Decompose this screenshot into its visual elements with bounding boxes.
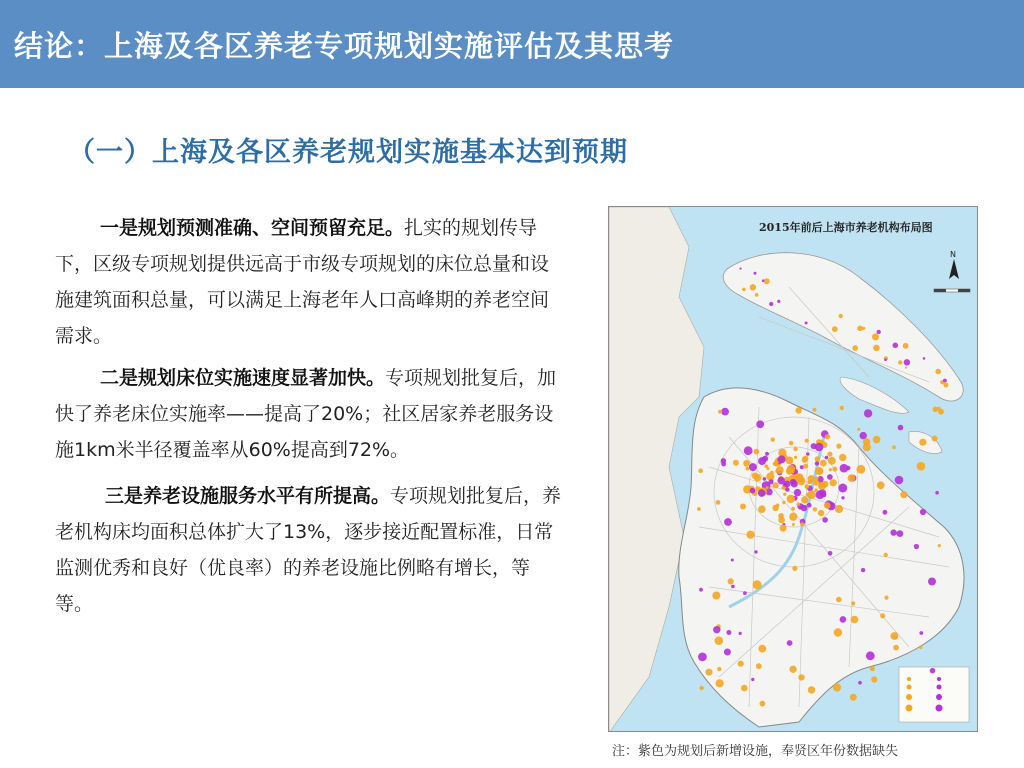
facility-dot: [746, 531, 754, 539]
facility-dot: [840, 406, 844, 410]
facility-dot: [943, 383, 948, 388]
facility-dot: [904, 359, 910, 365]
facility-dot: [839, 314, 843, 318]
paragraph-1: [55, 210, 565, 354]
facility-dot: [791, 507, 795, 511]
facility-dot: [778, 513, 784, 519]
facility-dot: [880, 613, 885, 618]
facility-dot: [750, 488, 756, 494]
facility-dot: [754, 272, 757, 275]
facility-dot: [760, 701, 766, 707]
facility-dot: [801, 505, 808, 512]
paragraph-3-lead: 三是养老设施服务水平有所提高。: [105, 485, 391, 507]
facility-dot: [819, 489, 827, 497]
facility-dot: [932, 436, 938, 442]
facility-dot: [721, 408, 729, 416]
facility-dot: [857, 465, 866, 474]
facility-dot: [787, 640, 793, 646]
facility-dot: [721, 462, 726, 467]
facility-dot: [713, 626, 720, 633]
facility-dot: [731, 559, 734, 562]
facility-dot: [699, 588, 703, 592]
facility-dot: [803, 464, 808, 469]
facility-dot: [716, 679, 724, 687]
paragraph-2: [55, 360, 565, 468]
facility-dot: [903, 343, 909, 349]
facility-dot: [726, 630, 731, 635]
facility-dot: [743, 591, 747, 595]
facility-dot: [807, 503, 812, 508]
facility-dot: [738, 661, 744, 667]
facility-dot: [743, 460, 750, 467]
facility-dot: [836, 597, 842, 603]
facility-dot: [871, 676, 877, 682]
facility-dot: [815, 467, 823, 475]
facility-dot: [900, 491, 907, 498]
facility-dot: [798, 674, 804, 680]
facility-dot: [758, 489, 766, 497]
facility-dot: [935, 369, 941, 375]
paragraph-1-lead-rest: 扎实: [404, 217, 443, 239]
facility-dot: [884, 596, 888, 600]
facility-dot: [786, 457, 794, 465]
facility-dot: [873, 436, 881, 444]
facility-dot: [752, 473, 758, 479]
facility-dot: [777, 300, 780, 303]
paragraph-3-lead-rest: 专项规: [390, 485, 448, 507]
facility-dot: [712, 592, 720, 600]
facility-dot: [839, 454, 846, 461]
facility-dot: [739, 632, 742, 635]
facility-dot: [733, 460, 739, 466]
facility-dot: [789, 666, 796, 673]
facility-dot: [785, 487, 789, 491]
facility-dot: [766, 467, 769, 470]
facility-dot: [814, 488, 818, 492]
paragraph-3: [55, 478, 565, 622]
facility-dot: [758, 505, 766, 513]
facility-dot: [863, 438, 870, 445]
facility-dot: [778, 455, 786, 463]
facility-dot: [784, 481, 791, 488]
facility-dot: [750, 284, 756, 290]
facility-dot: [815, 456, 820, 461]
facility-dot: [742, 288, 746, 292]
facility-dot: [751, 678, 754, 681]
facility-dot: [873, 345, 880, 352]
facility-dot: [890, 529, 896, 535]
facility-dot: [824, 502, 831, 509]
facility-dot: [740, 504, 746, 510]
facility-dot: [718, 410, 722, 414]
facility-dot: [833, 683, 841, 691]
facility-dot: [827, 452, 832, 457]
facility-dot: [870, 666, 875, 671]
facility-dot: [828, 457, 836, 465]
paragraph-2-body: 划批复后，加快了养老床位实施率——提高了20%；社区居家养老服务设施1km米半径覆盖率从60%提高到72%。: [55, 367, 557, 461]
facility-dot: [860, 432, 867, 439]
facility-dot: [930, 668, 936, 674]
facility-dot: [755, 293, 759, 297]
facility-dot: [835, 505, 843, 513]
facility-dot: [800, 465, 804, 469]
facility-dot: [830, 479, 837, 486]
facility-dot: [858, 681, 862, 685]
facility-dot: [894, 635, 898, 639]
facility-dot: [787, 495, 795, 503]
page-title: 结论：上海及各区养老专项规划实施评估及其思考: [14, 28, 675, 63]
facility-dot: [795, 407, 801, 413]
facility-dot: [793, 447, 797, 451]
facility-dot: [758, 457, 766, 465]
facility-dot: [850, 694, 857, 701]
facility-dot: [749, 463, 757, 471]
facility-dot: [893, 645, 899, 651]
facility-dot: [825, 456, 829, 460]
facility-dot: [895, 476, 904, 485]
facility-dot: [789, 513, 797, 521]
facility-dot: [851, 616, 859, 624]
facility-dot: [766, 486, 769, 489]
map-graphic: [609, 207, 978, 732]
facility-dot: [808, 686, 815, 693]
facility-dot: [938, 409, 944, 415]
facility-dot: [828, 551, 833, 556]
facility-dot: [898, 425, 904, 431]
facility-dot: [838, 484, 847, 493]
facility-dot: [762, 279, 765, 282]
facility-dot: [780, 525, 787, 532]
facility-dot: [813, 408, 817, 412]
facility-dot: [884, 359, 887, 362]
facility-dot: [840, 616, 847, 623]
facility-dot: [753, 580, 762, 589]
facility-dot: [797, 502, 801, 506]
facility-dot: [872, 333, 879, 340]
facility-dot: [829, 468, 832, 471]
facility-dot: [724, 649, 731, 656]
facility-dot: [805, 484, 810, 489]
facility-dot: [728, 578, 734, 584]
facility-dot: [763, 477, 767, 481]
facility-dot: [857, 428, 860, 431]
facility-dot: [861, 568, 865, 572]
facility-dot: [805, 322, 808, 325]
facility-dot: [905, 367, 907, 369]
facility-dot: [862, 327, 865, 330]
facility-dot: [877, 481, 885, 489]
facility-dot: [836, 444, 841, 449]
facility-dot: [919, 439, 926, 446]
facility-dot: [805, 439, 809, 443]
facility-dot: [715, 636, 724, 645]
facility-dot: [852, 345, 858, 351]
facility-dot: [832, 467, 837, 472]
paragraph-3-body: 划批复后，养老机构床均面积总体扩大了13%，逐步接近配置标准，日常监测优秀和良好（优良率）的养老设施比例略有增长，等等。: [55, 485, 562, 615]
facility-dot: [765, 452, 769, 456]
facility-dot: [754, 550, 757, 553]
facility-dot: [919, 646, 922, 649]
facility-dot: [851, 601, 855, 605]
facility-dot: [773, 462, 777, 466]
facility-dot: [741, 685, 748, 692]
facility-dot: [801, 496, 808, 503]
svg-text:N: N: [950, 250, 956, 259]
facility-dot: [841, 496, 844, 499]
facility-dot: [806, 452, 810, 456]
title-bar: [0, 0, 1024, 88]
paragraph-1-lead: 一是规划预测准确、空间预留充足。: [100, 217, 405, 239]
facility-dot: [943, 379, 947, 383]
facility-dot: [846, 466, 850, 470]
facility-dot: [789, 441, 794, 446]
elderly-facility-map: [608, 206, 978, 732]
facility-dot: [764, 278, 770, 284]
facility-dot: [815, 477, 819, 481]
facility-dot: [892, 445, 896, 449]
facility-dot: [724, 518, 732, 526]
facility-dot: [848, 474, 856, 482]
facility-dot: [807, 490, 816, 499]
facility-dot: [935, 491, 939, 495]
facility-dot: [813, 507, 817, 511]
facility-dot: [820, 460, 827, 467]
facility-dot: [787, 465, 795, 473]
facility-dot: [923, 357, 926, 360]
facility-dot: [746, 467, 750, 471]
facility-dot: [706, 669, 713, 676]
facility-dot: [825, 434, 830, 439]
map-title: 2015年前后上海市养老机构布局图: [759, 221, 933, 234]
map-note: 注：紫色为规划后新增设施，奉贤区年份数据缺失: [612, 744, 899, 759]
section-subtitle: （一）上海及各区养老规划实施基本达到预期: [68, 137, 628, 168]
facility-dot: [928, 578, 936, 586]
paragraph-2-lead: 二是规划床位实施速度显著加快。: [100, 367, 386, 389]
facility-dot: [756, 420, 764, 428]
facility-dot: [716, 500, 721, 505]
facility-dot: [794, 489, 801, 496]
facility-dot: [754, 449, 760, 455]
facility-dot: [919, 631, 923, 635]
facility-dot: [771, 437, 775, 441]
facility-dot: [794, 456, 797, 459]
facility-dot: [917, 462, 926, 471]
facility-dot: [776, 466, 784, 474]
facility-dot: [739, 268, 741, 270]
facility-dot: [914, 544, 919, 549]
facility-dot: [864, 409, 872, 417]
facility-dot: [809, 480, 813, 484]
facility-dot: [768, 479, 773, 484]
facility-dot: [698, 653, 707, 662]
facility-dot: [769, 302, 773, 306]
facility-dot: [832, 326, 838, 332]
facility-dot: [898, 360, 902, 364]
facility-dot: [783, 493, 786, 496]
facility-dot: [731, 585, 735, 589]
facility-dot: [744, 446, 753, 455]
facility-dot: [938, 544, 941, 547]
facility-dot: [818, 482, 826, 490]
facility-dot: [717, 667, 721, 671]
facility-dot: [877, 330, 881, 334]
facility-dot: [883, 510, 888, 515]
facility-dot: [822, 517, 828, 523]
facility-dot: [773, 482, 779, 488]
facility-dot: [791, 480, 798, 487]
facility-dot: [800, 522, 804, 526]
facility-dot: [697, 507, 701, 511]
facility-dot: [893, 343, 899, 349]
facility-dot: [698, 469, 703, 474]
facility-dot: [866, 651, 875, 660]
facility-dot: [884, 553, 888, 557]
facility-dot: [797, 475, 802, 480]
facility-dot: [699, 686, 703, 690]
facility-dot: [920, 509, 926, 515]
facility-dot: [933, 407, 939, 413]
facility-dot: [792, 523, 795, 526]
facility-dot: [897, 530, 904, 537]
facility-dot: [815, 443, 823, 451]
facility-dot: [802, 457, 808, 463]
facility-dot: [772, 505, 778, 511]
facility-dot: [815, 461, 819, 465]
facility-dot: [756, 663, 762, 669]
facility-dot: [818, 510, 824, 516]
facility-dot: [782, 501, 785, 504]
facility-dot: [792, 566, 797, 571]
facility-dot: [834, 628, 842, 636]
body-text: [55, 210, 565, 628]
facility-dot: [758, 645, 766, 653]
facility-dot: [827, 474, 833, 480]
paragraph-2-lead-rest: 专项规: [385, 367, 443, 389]
paragraph-1-body: 的规划传导下，区级专项规划提供远高于市级专项规划的床位总量和设施建筑面积总量，可以满足上海老年人口高峰期的养老空间需求。: [55, 217, 550, 347]
